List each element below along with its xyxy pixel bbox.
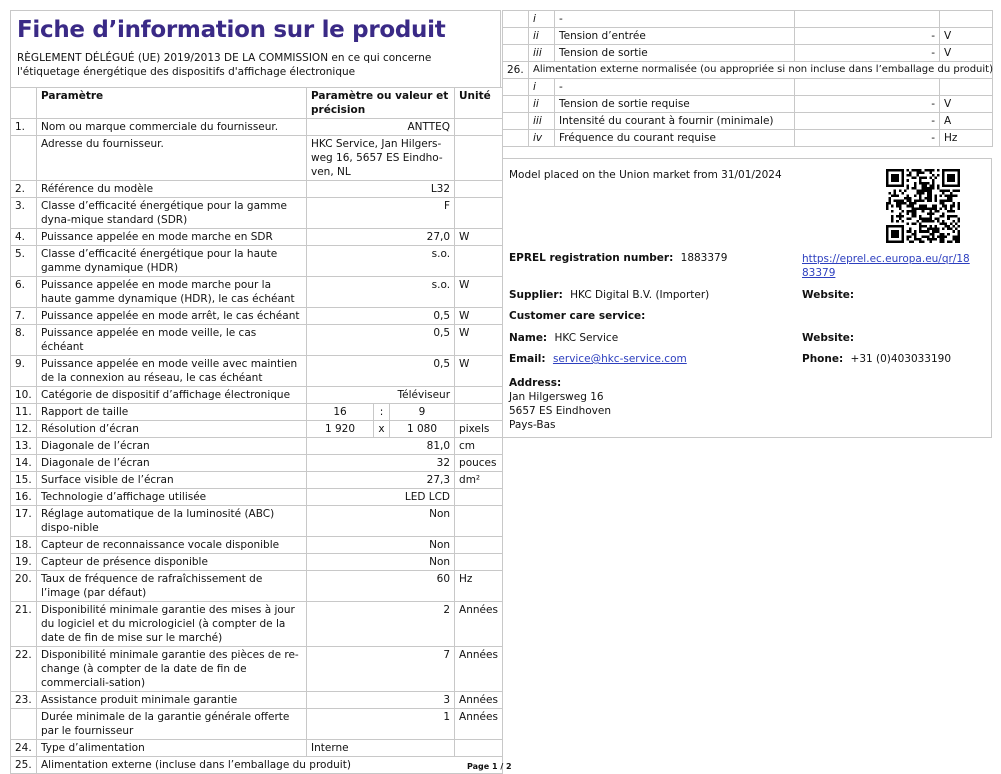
- row-label: Nom ou marque commerciale du fournisseur.: [37, 119, 307, 136]
- sub-value: -: [795, 45, 940, 62]
- row-number: 22.: [11, 647, 37, 692]
- header-param: Paramètre: [37, 88, 307, 119]
- row-label: Catégorie de dispositif d’affichage électronique: [37, 387, 307, 404]
- row-number: 9.: [11, 356, 37, 387]
- sub-value: [795, 11, 940, 28]
- row-label: Classe d’efficacité énergétique pour la gamme dyna-mique standard (SDR): [37, 198, 307, 229]
- row-label: Assistance produit minimale garantie: [37, 692, 307, 709]
- table-row: [11, 356, 503, 387]
- page-number: Page 1 / 2: [467, 762, 512, 771]
- row-label: Capteur de présence disponible: [37, 554, 307, 571]
- sub-unit: Hz: [940, 130, 993, 147]
- row-unit: [455, 198, 503, 229]
- row-label: Puissance appelée en mode marche pour la haute gamme dynamique (HDR), le cas échéant: [37, 277, 307, 308]
- table-row: [503, 79, 993, 96]
- row-value: F: [307, 198, 455, 229]
- row-label: Capteur de reconnaissance vocale disponible: [37, 537, 307, 554]
- table-row: [503, 11, 993, 28]
- row-number: 7.: [11, 308, 37, 325]
- row-unit: Années: [455, 709, 503, 740]
- table-row: [11, 246, 503, 277]
- sub-label: Tension de sortie: [555, 45, 795, 62]
- row-value: Non: [307, 554, 455, 571]
- row-number: [11, 136, 37, 181]
- row-value: Non: [307, 506, 455, 537]
- row-label: Résolution d’écran: [37, 421, 307, 438]
- empty-cell: [503, 113, 529, 130]
- row-unit: [455, 489, 503, 506]
- row-label: Puissance appelée en mode veille avec maintien de la connexion au réseau, le cas échéant: [37, 356, 307, 387]
- table-row: [11, 438, 503, 455]
- row-number: 19.: [11, 554, 37, 571]
- row-unit: [455, 740, 503, 757]
- row-unit: Années: [455, 692, 503, 709]
- table-row: [503, 96, 993, 113]
- email-line: [509, 353, 687, 365]
- row-value: 7: [307, 647, 455, 692]
- row-value: s.o.: [307, 246, 455, 277]
- row-unit: [455, 181, 503, 198]
- address-line: Jan Hilgersweg 16: [509, 391, 604, 403]
- supplier-line: [509, 289, 709, 301]
- row-value: 0,5: [307, 308, 455, 325]
- table-row: [11, 455, 503, 472]
- table-row: [11, 554, 503, 571]
- address-label: Address:: [509, 377, 562, 389]
- row-value: s.o.: [307, 277, 455, 308]
- name-value: HKC Service: [554, 332, 619, 344]
- table-row: [11, 421, 503, 438]
- header-unit: Unité: [455, 88, 503, 119]
- supplier-value: HKC Digital B.V. (Importer): [570, 289, 710, 301]
- qr-code-icon[interactable]: [886, 169, 960, 243]
- sub-label: Intensité du courant à fournir (minimale): [555, 113, 795, 130]
- eprel-number: 1883379: [680, 252, 728, 264]
- row-value: ANTTEQ: [307, 119, 455, 136]
- table-row: [503, 130, 993, 147]
- registration-box: [502, 158, 992, 438]
- row-number: 3.: [11, 198, 37, 229]
- sub-label: -: [555, 79, 795, 96]
- email-label: Email:: [509, 353, 546, 365]
- table-row: [503, 28, 993, 45]
- table-row: [11, 602, 503, 647]
- row-unit: [455, 554, 503, 571]
- row-number: 15.: [11, 472, 37, 489]
- row-label: Type d’alimentation: [37, 740, 307, 757]
- row-unit: [455, 537, 503, 554]
- row-unit: [455, 119, 503, 136]
- table-row: [11, 387, 503, 404]
- row-unit: Hz: [455, 571, 503, 602]
- product-info-table: [10, 87, 503, 774]
- row-unit: [455, 506, 503, 537]
- sub-unit: V: [940, 28, 993, 45]
- sub-label: -: [555, 11, 795, 28]
- row-number: 11.: [11, 404, 37, 421]
- eprel-label: EPREL registration number:: [509, 252, 674, 264]
- row-unit: dm²: [455, 472, 503, 489]
- row-label: Taux de fréquence de rafraîchissement de l’image (par défaut): [37, 571, 307, 602]
- website-label-1: Website:: [802, 289, 855, 301]
- value-part-1: 16: [307, 404, 374, 421]
- row-number: 18.: [11, 537, 37, 554]
- header-value: Paramètre ou valeur et précision: [307, 88, 455, 119]
- table-row: [11, 537, 503, 554]
- row-value: 81,0: [307, 438, 455, 455]
- right-top-table-wrap: [502, 10, 992, 147]
- row-number: [11, 709, 37, 740]
- row-unit: [455, 136, 503, 181]
- sub-label: Tension d’entrée: [555, 28, 795, 45]
- row-label: Technologie d’affichage utilisée: [37, 489, 307, 506]
- table-row: [11, 740, 503, 757]
- sub-value: -: [795, 96, 940, 113]
- row-unit: pouces: [455, 455, 503, 472]
- name-label: Name:: [509, 332, 548, 344]
- row-number: 4.: [11, 229, 37, 246]
- roman-numeral: iv: [529, 130, 555, 147]
- table-row: [503, 45, 993, 62]
- sub-unit: A: [940, 113, 993, 130]
- row-label: Alimentation externe normalisée (ou appropriée si non incluse dans l’emballage du produit): [529, 62, 993, 79]
- row-number: 26.: [503, 62, 529, 79]
- row-label: Référence du modèle: [37, 181, 307, 198]
- row-value: 27,0: [307, 229, 455, 246]
- address-line: Pays-Bas: [509, 419, 556, 431]
- value-part-1: 1 920: [307, 421, 374, 438]
- roman-numeral: ii: [529, 28, 555, 45]
- row-value: Téléviseur: [307, 387, 455, 404]
- row-label: Adresse du fournisseur.: [37, 136, 307, 181]
- row-unit: [455, 387, 503, 404]
- row-unit: pixels: [455, 421, 503, 438]
- row-number: 17.: [11, 506, 37, 537]
- placed-on-market: Model placed on the Union market from 31/01/2024: [509, 169, 782, 181]
- row-unit: W: [455, 325, 503, 356]
- row-value: LED LCD: [307, 489, 455, 506]
- eprel-link[interactable]: [802, 252, 970, 280]
- table-row: [11, 119, 503, 136]
- table-row: [503, 62, 993, 79]
- roman-numeral: ii: [529, 96, 555, 113]
- row-number: 23.: [11, 692, 37, 709]
- table-row: [11, 709, 503, 740]
- row-unit: W: [455, 229, 503, 246]
- table-row: [503, 113, 993, 130]
- row-label: Puissance appelée en mode veille, le cas échéant: [37, 325, 307, 356]
- row-label: Diagonale de l’écran: [37, 455, 307, 472]
- row-unit: W: [455, 308, 503, 325]
- row-value: 1: [307, 709, 455, 740]
- care-label: Customer care service:: [509, 310, 646, 322]
- eprel-link-line2[interactable]: 83379: [802, 267, 836, 279]
- table-row: [11, 136, 503, 181]
- row-label: Puissance appelée en mode arrêt, le cas échéant: [37, 308, 307, 325]
- table-row: [11, 181, 503, 198]
- sub-unit: V: [940, 45, 993, 62]
- table-row: [11, 325, 503, 356]
- row-number: 13.: [11, 438, 37, 455]
- sub-value: -: [795, 113, 940, 130]
- empty-cell: [503, 130, 529, 147]
- sub-unit: [940, 79, 993, 96]
- row-label: Classe d’efficacité énergétique pour la haute gamme dynamique (HDR): [37, 246, 307, 277]
- row-number: 5.: [11, 246, 37, 277]
- row-label: Puissance appelée en mode marche en SDR: [37, 229, 307, 246]
- sub-value: -: [795, 28, 940, 45]
- table-row: [11, 506, 503, 537]
- row-value: 3: [307, 692, 455, 709]
- table-row: [11, 277, 503, 308]
- row-value: HKC Service, Jan Hilgers-weg 16, 5657 ES Eindho-ven, NL: [307, 136, 455, 181]
- regulation-text: RÈGLEMENT DÉLÉGUÉ (UE) 2019/2013 DE LA COMMISSION en ce qui concerne l'étiquetage énergétique des dispositifs d'affichage électronique: [10, 51, 501, 87]
- value-separator: :: [374, 404, 390, 421]
- page-title: Fiche d’information sur le produit: [10, 10, 501, 51]
- table-row: [11, 692, 503, 709]
- sub-label: Fréquence du courant requise: [555, 130, 795, 147]
- power-supply-table: [502, 10, 993, 147]
- sub-value: [795, 79, 940, 96]
- sub-unit: [940, 11, 993, 28]
- row-number: 8.: [11, 325, 37, 356]
- table-header-row: [11, 88, 503, 119]
- email-link[interactable]: service@hkc-service.com: [552, 353, 687, 365]
- row-number: 14.: [11, 455, 37, 472]
- empty-cell: [503, 96, 529, 113]
- row-number: 1.: [11, 119, 37, 136]
- table-row: [11, 489, 503, 506]
- supplier-label: Supplier:: [509, 289, 563, 301]
- row-unit: cm: [455, 438, 503, 455]
- row-value: 0,5: [307, 356, 455, 387]
- value-part-2: 1 080: [390, 421, 455, 438]
- roman-numeral: i: [529, 79, 555, 96]
- row-number: 10.: [11, 387, 37, 404]
- row-label: Rapport de taille: [37, 404, 307, 421]
- row-number: 12.: [11, 421, 37, 438]
- row-number: 6.: [11, 277, 37, 308]
- row-label: Durée minimale de la garantie générale offerte par le fournisseur: [37, 709, 307, 740]
- phone-value: +31 (0)403033190: [850, 353, 952, 365]
- sub-unit: V: [940, 96, 993, 113]
- table-row: [11, 571, 503, 602]
- table-row: [11, 198, 503, 229]
- empty-cell: [503, 11, 529, 28]
- name-line: [509, 332, 618, 344]
- row-value: 60: [307, 571, 455, 602]
- row-label: Disponibilité minimale garantie des mises à jour du logiciel et du micrologiciel (à compter de la date de fin de mise sur le marché): [37, 602, 307, 647]
- roman-numeral: i: [529, 11, 555, 28]
- roman-numeral: iii: [529, 45, 555, 62]
- sub-value: -: [795, 130, 940, 147]
- row-value: L32: [307, 181, 455, 198]
- table-row: [11, 229, 503, 246]
- row-unit: Années: [455, 602, 503, 647]
- table-row: [11, 472, 503, 489]
- row-label: Surface visible de l’écran: [37, 472, 307, 489]
- phone-line: [802, 353, 951, 365]
- value-part-2: 9: [390, 404, 455, 421]
- row-value: 0,5: [307, 325, 455, 356]
- row-number: 21.: [11, 602, 37, 647]
- row-value: Non: [307, 537, 455, 554]
- empty-cell: [503, 79, 529, 96]
- table-row: [11, 647, 503, 692]
- row-unit: [455, 246, 503, 277]
- address-block: [509, 376, 611, 432]
- eprel-line: [509, 252, 727, 264]
- roman-numeral: iii: [529, 113, 555, 130]
- row-unit: W: [455, 277, 503, 308]
- row-number: 2.: [11, 181, 37, 198]
- row-label: Disponibilité minimale garantie des pièces de re-change (à compter de la date de fin de commerciali-sation): [37, 647, 307, 692]
- website-label-2: Website:: [802, 332, 855, 344]
- row-number: 25.: [11, 757, 37, 774]
- address-line: 5657 ES Eindhoven: [509, 405, 611, 417]
- row-label: Réglage automatique de la luminosité (ABC) dispo-nible: [37, 506, 307, 537]
- row-value: 27,3: [307, 472, 455, 489]
- table-row: [11, 404, 503, 421]
- table-row: [11, 308, 503, 325]
- row-unit: W: [455, 356, 503, 387]
- table-row: [11, 757, 503, 774]
- row-label: Diagonale de l’écran: [37, 438, 307, 455]
- row-number: 24.: [11, 740, 37, 757]
- empty-cell: [503, 45, 529, 62]
- row-number: 20.: [11, 571, 37, 602]
- row-unit: Années: [455, 647, 503, 692]
- sub-label: Tension de sortie requise: [555, 96, 795, 113]
- row-value: 32: [307, 455, 455, 472]
- phone-label: Phone:: [802, 353, 844, 365]
- row-value: 2: [307, 602, 455, 647]
- row-number: 16.: [11, 489, 37, 506]
- empty-cell: [503, 28, 529, 45]
- eprel-link-line1[interactable]: https://eprel.ec.europa.eu/qr/18: [802, 253, 970, 265]
- value-separator: x: [374, 421, 390, 438]
- row-label: Alimentation externe (incluse dans l’emballage du produit): [37, 757, 503, 774]
- row-value: Interne: [307, 740, 455, 757]
- row-unit: [455, 404, 503, 421]
- left-column: [10, 10, 501, 774]
